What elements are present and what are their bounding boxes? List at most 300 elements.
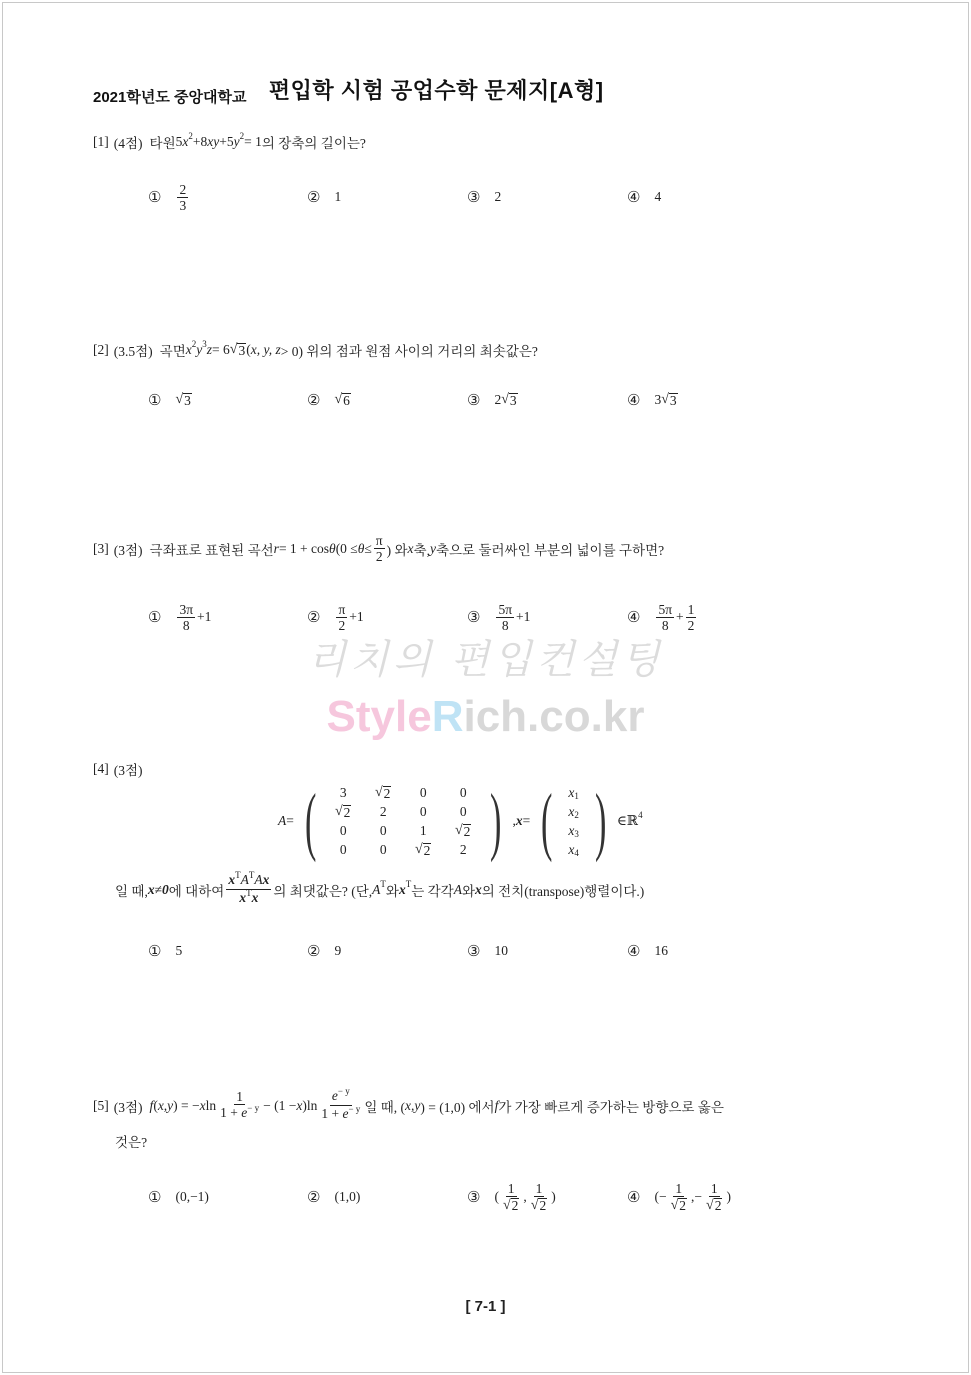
option-value [654,602,698,633]
sqrt-argument [678,1198,687,1213]
math-variable: x,y [405,1097,421,1113]
math-text: 8 [501,617,509,633]
math-text: ( [246,342,251,357]
answer-option-1[interactable] [148,931,182,971]
math-sqrt [375,784,391,801]
math-text: (0,−1) [175,1189,209,1204]
option-value [654,1181,730,1213]
option-value [334,392,350,408]
answer-options [93,380,971,420]
math-fraction [669,1181,689,1213]
sqrt-argument [342,393,351,408]
option-number-icon: ③ [467,392,481,409]
math-text: = [522,813,531,828]
answer-option-2[interactable] [307,177,341,217]
sqrt-icon: √ [414,842,423,857]
math-variable: x [568,785,575,800]
question-1 [93,131,662,213]
answer-option-1[interactable] [148,380,192,420]
math-text: > 0) 위의 점과 원점 사이의 거리의 최솟값은? [280,344,538,359]
option-number-icon: ② [307,609,321,626]
math-text: +8 [192,134,208,149]
math-fraction [686,602,697,633]
math-variable: y [429,540,436,556]
matrix-cell [443,803,483,820]
math-text: +5 [219,134,234,149]
math-text: 2 [463,824,471,839]
sqrt-icon: √ [670,1198,679,1213]
math-text: , [523,1189,527,1204]
answer-option-3[interactable] [467,931,508,971]
math-fraction [704,1181,724,1213]
math-text: 1 [687,601,695,617]
math-variable: θ [357,540,365,556]
math-variable: z [206,342,213,357]
option-value [654,392,677,408]
sqrt-icon: √ [661,392,669,407]
answer-option-4[interactable] [627,931,668,971]
math-sqrt [671,1198,687,1213]
answer-option-4[interactable] [627,1177,731,1217]
matrix-cell [363,803,403,820]
math-text: = 1 [244,134,262,149]
exam-header [93,74,604,105]
sqrt-icon: √ [229,342,238,357]
watermark-text: 리치의 편입컨설팅 [307,638,664,682]
sqrt-icon: √ [374,785,383,800]
option-value [175,602,211,633]
matrix-cell [403,784,443,801]
matrix-cell [560,841,588,858]
math-vector: x [239,890,247,905]
option-value [494,392,517,408]
fraction-numerator [506,1181,517,1197]
fraction-numerator [336,602,347,618]
math-fraction [226,872,271,907]
math-text: 16 [654,943,668,958]
answer-options [93,1177,971,1217]
answer-option-4[interactable] [627,597,698,637]
math-sqrt [661,392,677,408]
question-number: [2] [93,342,109,357]
option-number-icon: ① [148,609,162,626]
sqrt-argument [463,824,472,839]
matrix-cell [323,841,363,858]
math-text: 3 [238,343,246,358]
math-text: 8 [182,617,190,633]
math-variable: y [233,134,240,149]
math-variable: x [296,1097,303,1113]
question-points: (3.5점) [113,344,153,359]
option-value [494,943,508,959]
fraction-numerator [177,602,195,618]
sqrt-icon: √ [334,392,343,407]
math-variable: A [453,881,462,897]
option-number-icon: ③ [467,943,481,960]
answer-option-2[interactable] [307,1177,360,1217]
question-points: (3점) [113,1099,143,1115]
math-text: +1 [197,609,212,624]
fraction-numerator [177,182,188,198]
fraction-denominator [319,1106,362,1123]
math-text: 2 [423,843,431,858]
math-variable: xy [207,134,220,149]
fraction-denominator [686,618,697,633]
watermark-domain: ich.co.kr [463,692,645,741]
question-stem [150,1088,724,1123]
math-text: 3 [509,393,517,408]
math-text: 0 [419,785,427,800]
math-text: 2 [338,617,346,633]
math-text: 일 때, ( [364,1099,406,1115]
math-text: ln [205,1097,217,1113]
sqrt-argument [509,393,518,408]
option-number-icon: ④ [627,392,641,409]
math-sqrt [334,392,350,408]
answer-option-2[interactable] [307,380,351,420]
math-text: π [375,533,383,548]
math-text: , [512,813,516,828]
answer-option-1[interactable] [148,597,211,637]
math-text: 의 최댓값은? (단, [273,883,373,899]
math-text: ,− [691,1189,702,1204]
math-sqrt [175,392,191,408]
sqrt-argument [538,1198,547,1213]
math-text: 10 [494,943,508,958]
math-fraction [529,1181,549,1213]
math-variable: x [199,1097,206,1113]
math-superscript: − y [337,1086,350,1096]
math-text: 곡면 [159,344,186,359]
math-superscript: − y [247,1103,260,1113]
math-text: 1 [535,1181,543,1196]
math-fraction [177,182,188,213]
fraction-denominator [218,1105,261,1122]
matrix-cell [323,803,363,820]
question-5 [93,1086,731,1213]
fraction-numerator [374,533,385,549]
math-text: 가 가장 빠르게 증가하는 방향으로 옳은 [498,1099,724,1115]
math-variable: x [182,134,189,149]
math-text: 1 + [220,1105,242,1120]
option-number-icon: ④ [627,609,641,626]
watermark-r: R [431,692,464,741]
math-text: 3 [669,393,677,408]
sqrt-argument [423,843,432,858]
fraction-denominator [181,618,192,633]
math-vector: x [228,872,236,887]
math-sqrt [501,392,517,408]
math-text: 3 [179,197,187,213]
math-text: ) [726,1189,731,1204]
math-vector: 0 [162,881,169,897]
math-fraction [177,602,195,633]
answer-option-2[interactable] [307,931,341,971]
sqrt-argument [511,1198,520,1213]
math-text: 와 [461,883,476,899]
math-variable: x [568,842,575,857]
option-value [175,1189,208,1205]
fraction-denominator [500,618,511,633]
math-text: 일 때, [115,883,148,899]
math-text: 8 [661,617,669,633]
math-text: 2 [687,617,695,633]
fraction-denominator [237,890,260,907]
question-stem [115,872,644,907]
fraction-denominator [704,1197,724,1213]
math-variable: θ [329,540,336,556]
matrix-cell [363,822,403,839]
option-value [494,602,530,633]
math-text: = [286,813,294,828]
math-text: 1 [710,1181,718,1196]
option-value [175,182,190,213]
math-text: 0 [459,785,467,800]
math-text: 2 [539,1198,547,1213]
math-text: 2 [494,392,502,407]
answer-option-3[interactable] [467,177,501,217]
sqrt-icon: √ [334,804,343,819]
math-fraction [319,1088,362,1123]
option-number-icon: ④ [627,189,641,206]
option-number-icon: ① [148,943,162,960]
math-variable: f [494,1097,499,1113]
matrix-cell [323,822,363,839]
math-text: (− [654,1189,667,1204]
math-text: 0 [459,804,467,819]
math-sqrt [335,803,351,820]
math-matrix [534,779,613,863]
math-vector: x [147,881,155,897]
math-text: 2 [379,804,387,819]
answer-option-3[interactable] [467,1177,556,1217]
fraction-numerator [673,1181,684,1197]
question-stem [150,132,366,152]
sqrt-icon: √ [706,1198,714,1213]
math-vector: x [251,890,259,905]
sqrt-icon: √ [501,392,509,407]
option-value [494,1181,555,1213]
math-text: 2 [179,181,187,197]
math-text: 1 [507,1181,515,1196]
option-value [175,392,191,408]
math-superscript: 4 [638,810,643,820]
math-text: 2 [511,1198,519,1213]
option-number-icon: ① [148,392,162,409]
fraction-numerator [534,1181,545,1197]
math-text: 5 [175,134,183,149]
math-text: 1 [236,1089,244,1104]
math-variable: y [196,342,203,357]
matrix-cell [560,803,588,820]
answer-option-1[interactable] [148,177,190,217]
math-text: 1 [334,189,342,204]
math-superscript: − y [348,1104,361,1114]
answer-option-2[interactable] [307,597,364,637]
math-text: + [676,609,684,624]
math-superscript: 2 [188,131,193,141]
answer-option-3[interactable] [467,597,530,637]
math-sqrt [531,1198,547,1213]
math-text: 와 [385,883,399,899]
math-text: +1 [516,609,531,624]
math-variable: r [273,540,279,556]
math-text: ≠ [154,881,163,897]
matrix-grid [560,784,588,858]
math-text: = 1 + cos [278,540,330,556]
sqrt-icon: √ [502,1198,511,1213]
question-stem [160,340,538,360]
math-text: 2 [383,786,391,801]
fraction-numerator [234,1089,245,1105]
matrix-cell [560,784,588,801]
math-text: 9 [334,943,342,958]
matrix-cell [403,803,443,820]
math-text: 5π [498,601,513,617]
answer-option-1[interactable] [148,1177,209,1217]
math-variable: f [149,1097,154,1113]
fraction-numerator [686,602,697,618]
math-text: 축으로 둘러싸인 부분의 넓이를 구하면? [435,542,665,558]
question-4 [93,759,668,960]
math-superscript: T [235,870,241,880]
math-variable: x [407,540,414,556]
matrix-cell [323,784,363,801]
math-text: 0 [339,823,347,838]
matrix-cell [363,784,403,801]
math-text: 2 [459,842,467,857]
math-text: ) 와 [386,542,408,558]
math-text: 의 전치(transpose)행렬이다.) [481,883,645,899]
math-vector: x [515,813,523,828]
question-number: [3] [93,540,109,556]
answer-option-3[interactable] [467,380,518,420]
math-text: 4 [654,189,662,204]
math-text: 2 [375,549,383,564]
math-superscript: T [248,870,255,880]
math-variable: e [342,1106,349,1121]
math-variable: x [568,823,575,838]
math-variable: x [185,342,192,357]
fraction-numerator [496,602,514,618]
math-subscript: 2 [574,810,579,820]
math-text: 5 [175,943,183,958]
math-text: 에 대하여 [168,883,225,899]
math-text: ) = − [173,1097,200,1113]
math-text: 1 [419,823,427,838]
math-superscript: T [380,878,386,889]
answer-options [93,931,971,971]
option-number-icon: ③ [467,1189,481,1206]
math-fraction [656,602,674,633]
math-vector: x [262,872,270,887]
option-value [334,1189,360,1205]
math-text: 5π [658,601,673,617]
math-text: 6 [343,393,350,408]
math-sqrt [230,342,246,358]
matrix-cell [403,822,443,839]
fraction-numerator [709,1181,720,1197]
math-text: 3π [179,601,194,617]
sqrt-argument [669,393,678,408]
math-fraction [501,1181,521,1213]
math-variable: A [372,881,381,897]
math-fraction [374,533,385,564]
sqrt-icon: √ [454,823,463,838]
option-value [494,189,501,205]
math-text: 2 [679,1198,686,1213]
math-vector: x [475,881,482,897]
math-superscript: 2 [239,131,245,141]
math-matrix [298,779,509,863]
math-text: 0 [379,823,387,838]
option-number-icon: ② [307,392,321,409]
math-text: ) = (1,0) 에서 [420,1099,495,1115]
sqrt-icon: √ [530,1198,539,1213]
math-sqrt [706,1198,722,1213]
matrix-cell [560,822,588,839]
answer-options [93,597,971,637]
watermark-style: Style [326,692,432,741]
matrix-cell [363,841,403,858]
question-points: (3점) [113,542,143,558]
answer-options [93,177,971,217]
fraction-denominator [669,1197,689,1213]
math-variable: e [331,1088,338,1103]
answer-option-4[interactable] [627,177,661,217]
math-sqrt [415,841,431,858]
option-value [334,943,341,959]
left-paren-icon: ( [304,779,317,863]
math-text: 극좌표로 표현된 곡선 [149,542,274,558]
fraction-denominator [501,1197,521,1213]
math-subscript: 3 [574,829,579,839]
option-number-icon: ② [307,943,321,960]
right-paren-icon: ) [490,779,502,863]
sqrt-argument [714,1198,723,1213]
question-points: (3점) [113,763,143,778]
matrix-grid [323,784,483,858]
math-fraction [336,602,347,633]
math-text: 2 [714,1198,722,1213]
option-value [654,943,668,959]
matrix-cell [443,822,483,839]
question-number: [1] [93,134,109,149]
math-text: ) [551,1189,556,1204]
math-subscript: 4 [574,848,579,858]
math-variable: A [240,872,249,887]
math-text: ≤ [364,540,372,556]
math-variable: A [278,813,287,828]
math-text: 3 [654,392,662,407]
math-variable: e [241,1105,248,1120]
right-paren-icon: ) [594,779,606,863]
math-superscript: T [246,888,252,898]
answer-option-4[interactable] [627,380,678,420]
left-paren-icon: ( [541,779,553,863]
math-text: (0 ≤ [335,540,358,556]
page-number: [ 7-1 ] [465,1298,506,1315]
sqrt-argument [343,805,352,820]
math-sqrt [503,1198,519,1213]
question-stem-continued: 것은? [115,1135,148,1150]
math-text: 1 [675,1181,683,1196]
fraction-denominator [177,198,188,213]
math-fraction [218,1089,261,1122]
math-variable: A [254,872,263,887]
sqrt-argument [237,343,246,358]
question-stem [150,533,665,564]
